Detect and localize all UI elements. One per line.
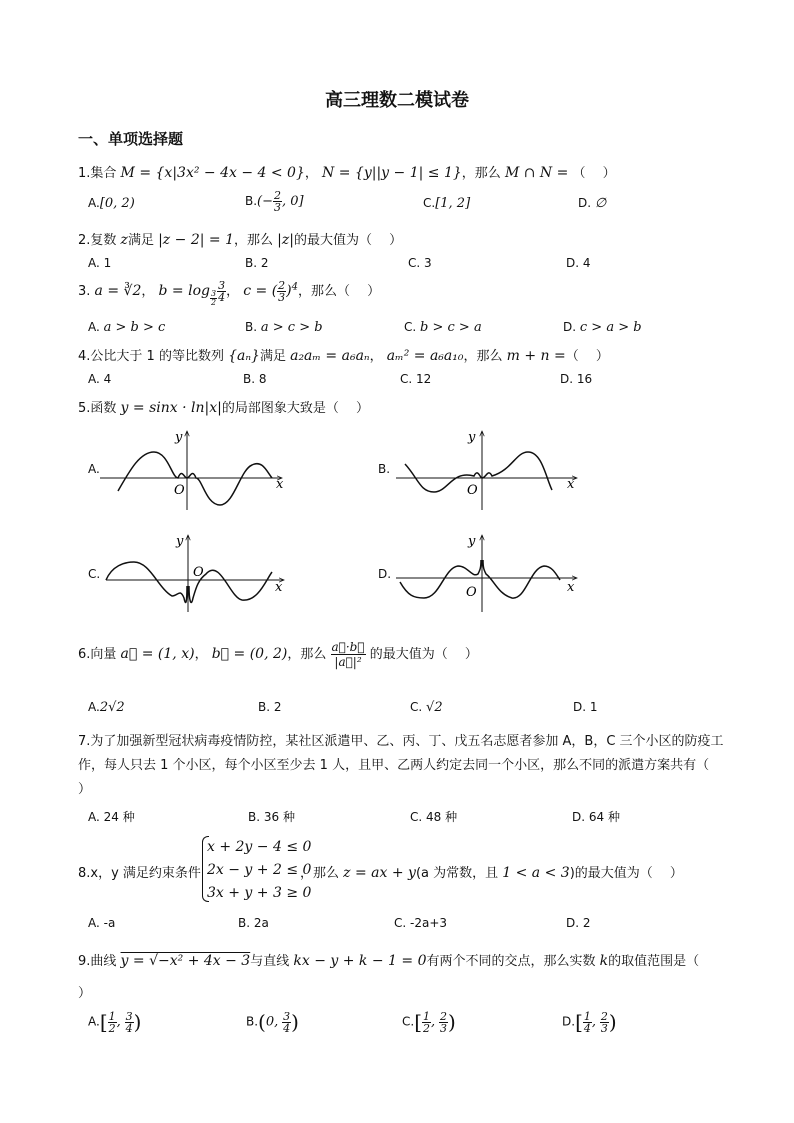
q9-option-a: A.[ $\frac{1}{2}$ , $\frac{3}{4}$ ) [88, 1009, 142, 1035]
q1-mid: ，那么 [461, 166, 501, 181]
svg-text:x: x [567, 477, 575, 492]
q6-option-d: D. 1 [573, 700, 598, 714]
q2-option-d: D. 4 [566, 256, 591, 270]
question-8-tail: ，那么 z = ax + y(a 为常数，且 1 < a < 3)的最大值为（ ） [300, 865, 683, 881]
q2-option-b: B. 2 [245, 256, 269, 270]
q7-option-c: C. 48 种 [410, 810, 458, 824]
q8-option-c: C. -2a+3 [394, 916, 448, 930]
q3-option-d: D. c > a > b [563, 320, 642, 335]
q1-option-a: A.[0, 2) [88, 196, 135, 211]
svg-text:y: y [175, 430, 183, 445]
svg-text:x: x [275, 580, 283, 595]
graph-d [396, 534, 577, 612]
svg-text:y: y [468, 534, 476, 549]
q2-option-c: C. 3 [408, 256, 432, 270]
question-3: 3. a = ∛2， b = log $\frac{3}{2}$ $\frac{3}{4}$ ， c = ( $\frac{2}{3}$ )$^4$，那么（ ） [78, 279, 381, 307]
svg-text:O: O [193, 565, 204, 580]
q3-option-c: C. b > c > a [404, 320, 482, 335]
section-heading: 一、单项选择题 [78, 130, 184, 148]
svg-text:x: x [567, 580, 575, 595]
svg-text:O: O [467, 483, 478, 498]
q9-option-d: D.[ $\frac{1}{4}$ , $\frac{2}{3}$ ) [562, 1009, 617, 1035]
q1-intersection: M ∩ N = [504, 165, 569, 181]
q3-option-a: A. a > b > c [88, 320, 166, 335]
question-6: 6.向量 a⃗ = (1, x)， b⃗ = (0, 2)，那么 $\frac{a⃗\cdot b⃗}{\text{|a⃗|²}}$ 的最大值为（ ） [78, 640, 478, 669]
q3-option-b: B. a > c > b [245, 320, 323, 335]
q1-set-m: M = {x|3x² − 4x − 4 < 0} [120, 165, 305, 181]
question-9-close: ） [78, 986, 92, 1001]
constraint-system: x + 2y − 4 ≤ 0 2x − y + 2 ≤ 0 3x + y + 3 ≥ 0 [207, 839, 312, 901]
svg-text:y: y [176, 534, 184, 549]
q7-option-a: A. 24 种 [88, 810, 135, 824]
svg-text:x: x [276, 477, 284, 492]
q7-option-b: B. 36 种 [248, 810, 295, 824]
q9-option-b: B.(0, $\frac{3}{4}$ ) [246, 1009, 299, 1035]
question-4: 4.公比大于 1 的等比数列 {aₙ}满足 a₂aₘ = a₆aₙ， aₘ² = a₆a₁₀，那么 m + n =（ ） [78, 348, 609, 364]
q4-option-a: A. 4 [88, 372, 112, 386]
q6-option-c: C. √2 [410, 700, 443, 715]
svg-text:O: O [174, 483, 185, 498]
q8-option-b: B. 2a [238, 916, 269, 930]
q6-option-b: B. 2 [258, 700, 282, 714]
q5-option-b: B. [378, 462, 391, 476]
question-2: 2.复数 z满足 |z − 2| = 1，那么 |z|的最大值为（ ） [78, 232, 403, 248]
q6-option-a: A.2√2 [88, 700, 125, 715]
q1-option-d: D. ∅ [578, 196, 607, 211]
graph-b [396, 430, 577, 510]
q4-option-b: B. 8 [243, 372, 267, 386]
graph-a [100, 430, 284, 510]
q4-option-c: C. 12 [400, 372, 432, 386]
svg-text:O: O [466, 585, 477, 600]
q2-option-a: A. 1 [88, 256, 112, 270]
q8-option-a: A. -a [88, 916, 116, 930]
q5-option-c: C. [88, 567, 101, 581]
q5-option-d: D. [378, 567, 392, 581]
q9-option-c: C.[ $\frac{1}{2}$ , $\frac{2}{3}$ ) [402, 1009, 456, 1035]
q5-option-a: A. [88, 462, 100, 476]
q1-option-c: C.[1, 2] [423, 196, 471, 211]
question-8-label: 8.x，y 满足约束条件 [78, 866, 201, 881]
question-5: 5.函数 y = sinx · ln|x|的局部图象大致是（ ） [78, 400, 369, 416]
q1-set-n: N = {y||y − 1| ≤ 1} [322, 165, 462, 181]
page-title: 高三理数二模试卷 [325, 90, 469, 111]
svg-text:y: y [468, 430, 476, 445]
q1-number: 1.集合 [78, 166, 117, 181]
graph-c [106, 534, 284, 612]
q1-blank: （ ） [572, 166, 616, 181]
q1-sep: ， [304, 166, 318, 181]
q1-option-b: B.(− $\frac{2}{3}$ , 0] [245, 189, 304, 214]
question-7: 7.为了加强新型冠状病毒疫情防控，某社区派遣甲、乙、丙、丁、戊五名志愿者参加 A，B，C 三个小区的防疫工作，每人只去 1 个小区，每个小区至少去 1 人，且甲、乙两人约定去同一个小区，那么不同的派遣方案共有（ ） [78, 734, 727, 797]
q8-option-d: D. 2 [566, 916, 591, 930]
q4-option-d: D. 16 [560, 372, 593, 386]
question-9: 9.曲线 y = √−x² + 4x − 3与直线 kx − y + k − 1 = 0有两个不同的交点，那么实数 k的取值范围是（ [78, 953, 700, 969]
q7-option-d: D. 64 种 [572, 810, 620, 824]
